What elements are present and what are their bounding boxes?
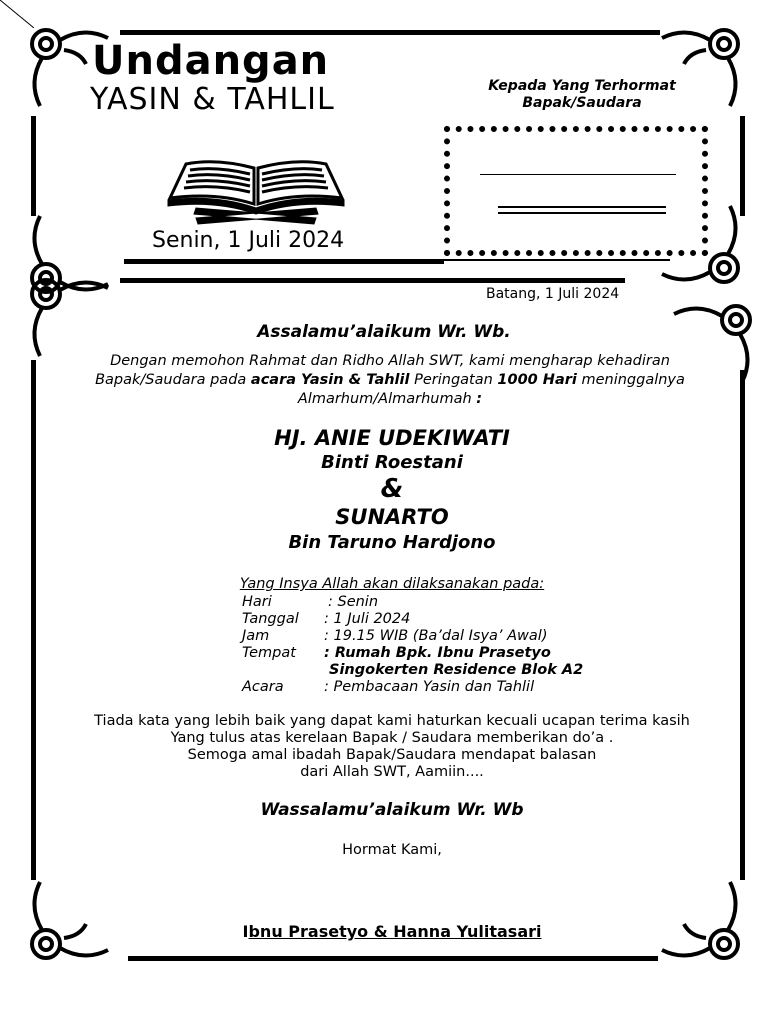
detail-label-acara: Acara (242, 679, 284, 695)
recipient-address-frame (444, 126, 708, 256)
detail-value-acara: : Pembacaan Yasin dan Tahlil (324, 679, 535, 695)
place-and-date: Batang, 1 Juli 2024 (486, 286, 620, 302)
detail-label-tempat: Tempat (242, 645, 296, 661)
border-bottom (128, 956, 658, 961)
closing-line-3: Semoga amal ibadah Bapak/Saudara mendapat balasan (187, 747, 597, 763)
address-line-3 (498, 212, 666, 214)
recipient-label (462, 78, 702, 112)
detail-value-jam: : 19.15 WIB (Ba’dal Isya’ Awal) (324, 628, 548, 644)
detail-label-jam: Jam (242, 628, 270, 644)
title-undangan: Undangan (92, 38, 330, 84)
ornament-corner-bottom-left-icon (24, 876, 114, 966)
signer-name: Ibnu Prasetyo & Hanna Yulitasari (242, 922, 542, 941)
recipient-line-2: Bapak/Saudara (522, 95, 642, 111)
detail-value-tempat-address: Singokerten Residence Blok A2 (329, 662, 584, 678)
closing-line-2: Yang tulus atas kerelaan Bapak / Saudara memberikan do’a . (170, 730, 614, 746)
open-book-icon (166, 158, 346, 226)
deceased-parent-1: Binti Roestani (321, 452, 463, 473)
detail-value-tempat: : Rumah Bpk. Ibnu Prasetyo (324, 645, 551, 661)
event-date-header: Senin, 1 Juli 2024 (152, 228, 345, 253)
detail-value-hari: : Senin (328, 594, 379, 610)
detail-label-tanggal: Tanggal (242, 611, 299, 627)
header-divider-left (124, 259, 444, 264)
intro-line-1: Dengan memohon Rahmat dan Ridho Allah SWT, kami mengharap kehadiran (110, 353, 670, 369)
deceased-parent-2: Bin Taruno Hardjono (288, 532, 496, 553)
inner-border-top (120, 278, 625, 283)
detail-label-hari: Hari (242, 594, 272, 610)
border-top (120, 30, 660, 35)
title-yasin-tahlil: YASIN & TAHLIL (90, 82, 335, 117)
address-line-1 (480, 174, 676, 175)
regards: Hormat Kami, (342, 842, 442, 858)
invitation-intro (60, 352, 720, 409)
details-heading: Yang Insya Allah akan dilaksanakan pada: (239, 576, 545, 592)
intro-line-3: Almarhum/Almarhumah : (297, 391, 483, 407)
border-left-upper (31, 116, 36, 216)
border-right-upper (740, 116, 745, 216)
corner-diagonal-line (0, 0, 34, 28)
closing-line-4: dari Allah SWT, Aamiin.... (300, 764, 484, 780)
ornament-corner-bottom-right-icon (656, 876, 746, 966)
closing-greeting: Wassalamu’alaikum Wr. Wb (260, 800, 524, 820)
deceased-name-2: SUNARTO (335, 505, 449, 529)
ampersand: & (380, 474, 404, 504)
closing-paragraph (40, 713, 744, 781)
ornament-corner-inner-top-left-icon (24, 272, 114, 362)
recipient-line-1: Kepada Yang Terhormat (488, 78, 676, 94)
opening-greeting: Assalamu’alaikum Wr. Wb. (257, 322, 511, 342)
deceased-name-1: HJ. ANIE UDEKIWATI (274, 426, 510, 450)
header-divider-right (440, 259, 670, 261)
detail-value-tanggal: : 1 Juli 2024 (324, 611, 411, 627)
intro-line-2: Bapak/Saudara pada acara Yasin & Tahlil Peringatan 1000 Hari meninggalnya (95, 372, 685, 388)
closing-line-1: Tiada kata yang lebih baik yang dapat kami haturkan kecuali ucapan terima kasih (94, 713, 690, 729)
address-line-2 (498, 206, 666, 208)
